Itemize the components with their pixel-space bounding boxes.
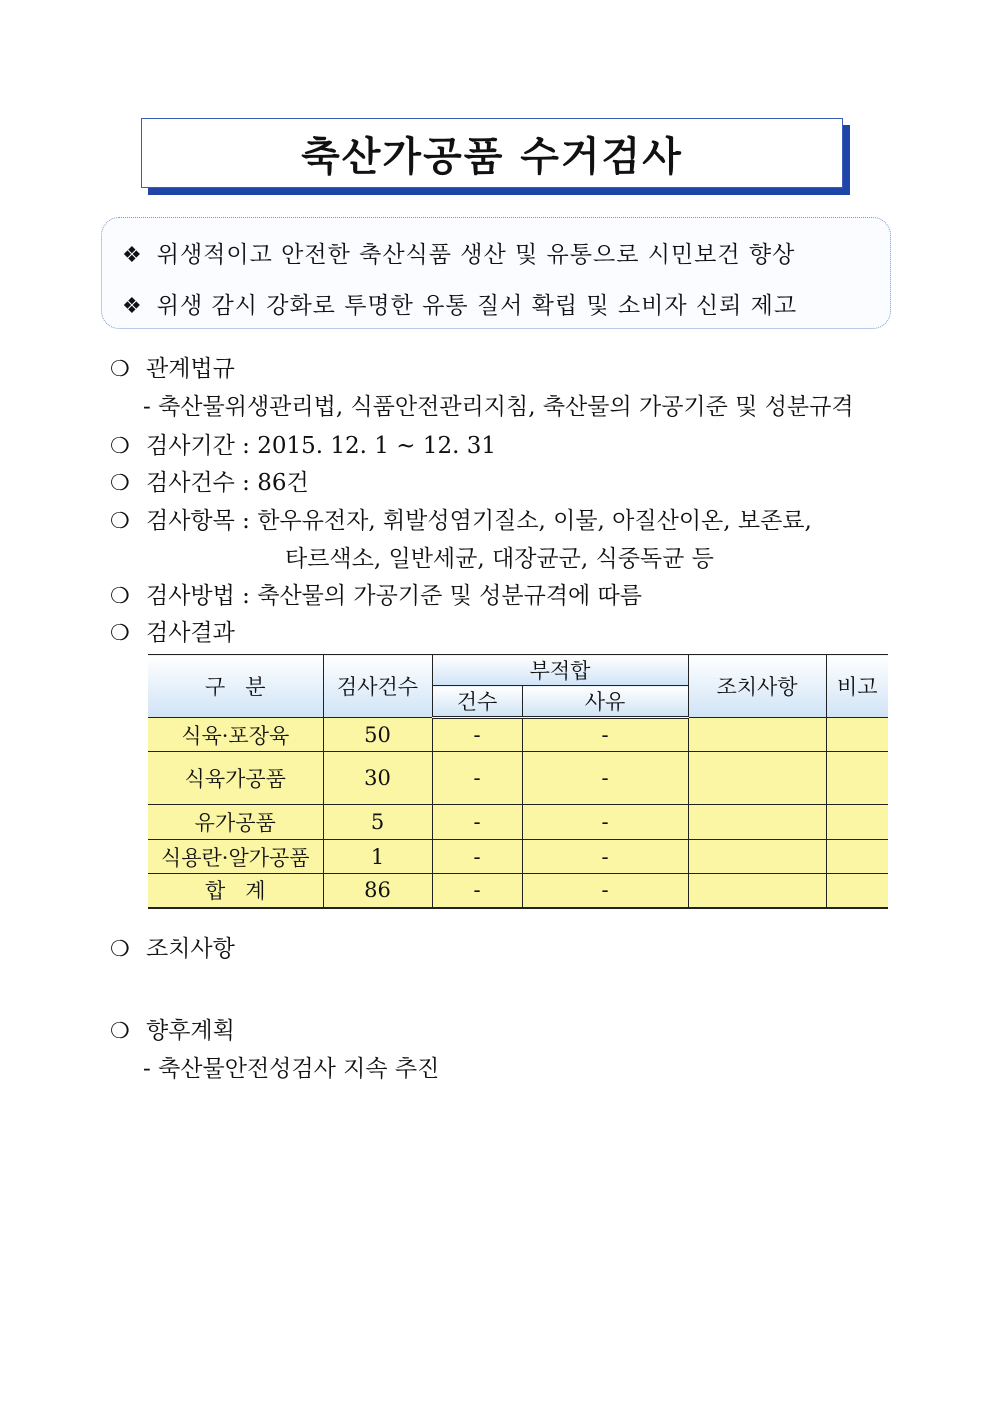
result-table xyxy=(148,654,888,909)
circle-bullet-icon: ❍ xyxy=(110,471,130,496)
table-row xyxy=(148,718,888,752)
cell-note xyxy=(826,805,888,840)
summary-box xyxy=(101,217,891,329)
section-count-label: 검사건수 : 86건 xyxy=(146,470,309,496)
circle-bullet-icon: ❍ xyxy=(110,509,130,534)
circle-bullet-icon: ❍ xyxy=(110,584,130,609)
cell-action xyxy=(688,718,826,752)
section-plan-detail: - 축산물안전성검사 지속 추진 xyxy=(143,1056,440,1082)
section-period xyxy=(110,427,496,460)
cell-count: 86 xyxy=(323,874,432,908)
cell-category: 식육·포장육 xyxy=(148,718,323,752)
section-plan xyxy=(110,1012,235,1045)
section-action xyxy=(110,930,235,963)
section-items-label: 검사항목 : 한우유전자, 휘발성염기질소, 이물, 아질산이온, 보존료, xyxy=(146,508,812,534)
circle-bullet-icon: ❍ xyxy=(110,357,130,382)
section-method xyxy=(110,577,642,610)
section-result-label: 검사결과 xyxy=(146,620,235,646)
summary-text-2: 위생 감시 강화로 투명한 유통 질서 확립 및 소비자 신뢰 제고 xyxy=(156,293,798,319)
cell-note xyxy=(826,874,888,908)
cell-category: 식육가공품 xyxy=(148,752,323,805)
circle-bullet-icon: ❍ xyxy=(110,621,130,646)
section-result xyxy=(110,614,235,647)
header-action: 조치사항 xyxy=(688,655,826,718)
page-title: 축산가공품 수거검사 xyxy=(301,133,683,180)
table-row xyxy=(148,840,888,874)
header-count: 검사건수 xyxy=(323,655,432,718)
cell-nc-reason: - xyxy=(522,752,688,805)
cell-nc-reason: - xyxy=(522,840,688,874)
cell-nc-count: - xyxy=(432,805,522,840)
cell-nc-count: - xyxy=(432,752,522,805)
cell-nc-reason: - xyxy=(522,805,688,840)
section-items xyxy=(110,502,812,535)
circle-bullet-icon: ❍ xyxy=(110,937,130,962)
circle-bullet-icon: ❍ xyxy=(110,1019,130,1044)
cell-note xyxy=(826,718,888,752)
title-box xyxy=(141,118,843,188)
section-method-label: 검사방법 : 축산물의 가공기준 및 성분규격에 따름 xyxy=(146,583,642,609)
summary-line-2 xyxy=(122,287,797,320)
section-items-line2: 타르색소, 일반세균, 대장균군, 식중독균 등 xyxy=(285,546,714,572)
cell-action xyxy=(688,840,826,874)
cell-category: 유가공품 xyxy=(148,805,323,840)
cell-nc-count: - xyxy=(432,840,522,874)
cell-count: 1 xyxy=(323,840,432,874)
header-nonconform: 부적합 xyxy=(432,655,688,686)
cell-action xyxy=(688,752,826,805)
section-law-detail: - 축산물위생관리법, 식품안전관리지침, 축산물의 가공기준 및 성분규격 xyxy=(143,394,854,420)
section-period-label: 검사기간 : 2015. 12. 1 ~ 12. 31 xyxy=(146,433,496,459)
cell-category: 합 계 xyxy=(148,874,323,908)
section-law-label: 관계법규 xyxy=(146,356,235,382)
table-row xyxy=(148,752,888,805)
section-count xyxy=(110,464,309,497)
cell-action xyxy=(688,805,826,840)
cell-action xyxy=(688,874,826,908)
diamond-bullet-icon: ❖ xyxy=(122,294,143,319)
header-category: 구 분 xyxy=(148,655,323,718)
cell-category: 식용란·알가공품 xyxy=(148,840,323,874)
table-row xyxy=(148,805,888,840)
section-law xyxy=(110,350,235,383)
cell-count: 50 xyxy=(323,718,432,752)
header-nc-reason: 사유 xyxy=(522,686,688,718)
cell-count: 30 xyxy=(323,752,432,805)
cell-nc-reason: - xyxy=(522,874,688,908)
diamond-bullet-icon: ❖ xyxy=(122,243,143,268)
cell-note xyxy=(826,752,888,805)
summary-line-1 xyxy=(122,236,795,269)
cell-count: 5 xyxy=(323,805,432,840)
section-action-label: 조치사항 xyxy=(146,936,235,962)
cell-nc-count: - xyxy=(432,874,522,908)
cell-nc-count: - xyxy=(432,718,522,752)
cell-nc-reason: - xyxy=(522,718,688,752)
circle-bullet-icon: ❍ xyxy=(110,434,130,459)
summary-text-1: 위생적이고 안전한 축산식품 생산 및 유통으로 시민보건 향상 xyxy=(156,242,796,268)
cell-note xyxy=(826,840,888,874)
header-note: 비고 xyxy=(826,655,888,718)
section-plan-label: 향후계획 xyxy=(146,1018,235,1044)
header-nc-count: 건수 xyxy=(432,686,522,718)
table-row-total xyxy=(148,874,888,908)
